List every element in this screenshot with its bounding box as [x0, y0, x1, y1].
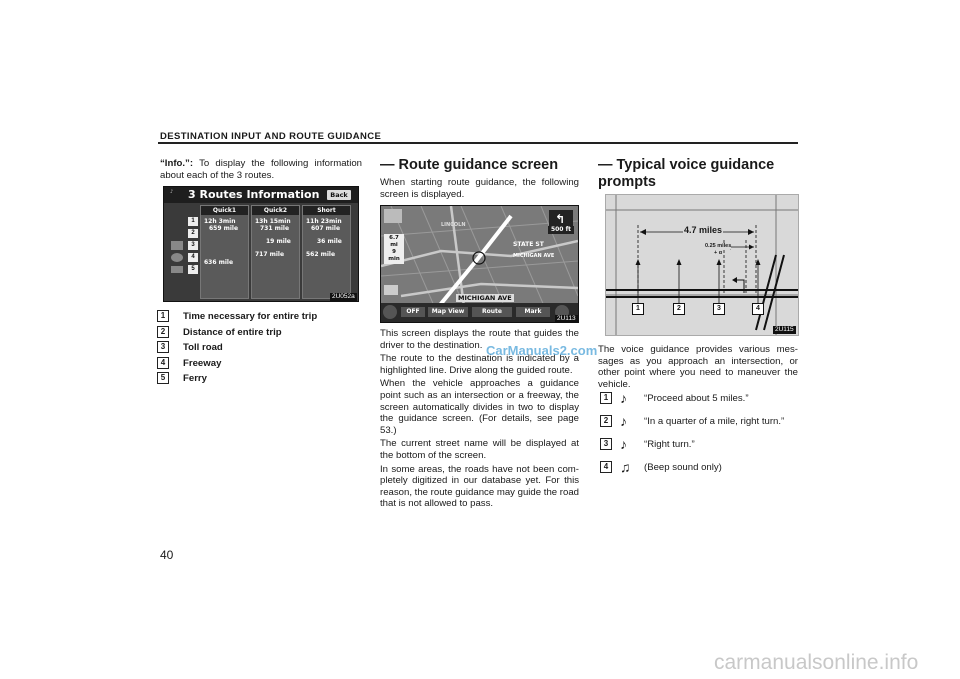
music-note-icon: ♪ — [620, 390, 627, 406]
tab-quick1[interactable]: Quick1 — [201, 206, 248, 215]
legend-text: Ferry — [183, 373, 207, 384]
route-total: 717 mile — [255, 251, 285, 258]
scale-box — [384, 234, 404, 264]
legend-number: 3 — [157, 341, 169, 353]
route-time: 11h 23min — [306, 218, 342, 225]
voice-guidance-heading — [598, 157, 774, 191]
prompt-text: “Right turn.” — [644, 439, 695, 450]
street-label-b: MICHIGAN AVE — [513, 253, 555, 259]
street-label-a: STATE ST — [513, 241, 544, 248]
prompt-number: 1 — [600, 392, 612, 404]
header-rule — [158, 142, 798, 144]
screen-title: 3 Routes Information — [188, 188, 320, 201]
current-street: MICHIGAN AVE — [458, 294, 512, 302]
route-column-quick2[interactable] — [251, 205, 300, 299]
legend-number: 1 — [157, 310, 169, 322]
music-note-icon: ♪ — [620, 413, 627, 429]
route-total: 636 mile — [204, 259, 234, 266]
tab-short[interactable]: Short — [303, 206, 350, 215]
route-guidance-screen — [380, 205, 579, 323]
route-distance: 731 mile — [260, 225, 290, 232]
toll-icon — [171, 241, 183, 250]
route-guidance-intro: When starting route guidance, the following screen is displayed. — [380, 177, 579, 200]
routes-info-screen — [163, 186, 359, 302]
route-total: 562 mile — [306, 251, 336, 258]
alpha-label: + α — [714, 250, 723, 256]
music-icon: ♪ — [170, 189, 174, 195]
ferry-icon — [171, 266, 183, 273]
legend-text: Distance of entire trip — [183, 326, 282, 338]
distance-to-turn: 500 ft — [548, 226, 574, 234]
side-number: 3 — [188, 241, 198, 250]
info-text: To display the following information about each of the 3 routes. — [160, 158, 362, 181]
figure-code: 2U052a — [332, 293, 355, 300]
route-column-short[interactable] — [302, 205, 351, 299]
paragraph: This screen displays the route that guides the driver to the destination. — [380, 328, 579, 351]
prompt-text: “Proceed about 5 miles.” — [644, 393, 749, 404]
route-distance: 607 mile — [311, 225, 341, 232]
prompt-number: 3 — [600, 438, 612, 450]
paragraph: The current street name will be displayed at the bottom of the screen. — [380, 438, 579, 461]
legend-item — [157, 325, 362, 341]
side-number: 5 — [188, 265, 198, 274]
legend-item — [157, 371, 362, 387]
map-view-button[interactable]: Map View — [428, 307, 468, 317]
double-note-icon: ♫ — [620, 459, 631, 475]
route-column-quick1[interactable] — [200, 205, 249, 299]
map-button-bar — [383, 305, 576, 320]
legend-number: 2 — [157, 326, 169, 338]
mark-button[interactable]: Mark — [516, 307, 550, 317]
point-marker: 4 — [752, 303, 764, 315]
quarter-mile-label: 0.25 miles — [705, 243, 732, 249]
turn-arrow-icon: ↰ — [549, 210, 573, 226]
point-marker: 3 — [713, 303, 725, 315]
side-number: 4 — [188, 253, 198, 262]
legend-item — [157, 340, 362, 356]
paragraph: In some areas, the roads have not been com- pletely digitized in our database yet. For this reason, the route guidance may guide the road that is not allowed to pass. — [380, 463, 579, 510]
side-number: 1 — [188, 217, 198, 226]
route-time: 13h 15min — [255, 218, 291, 225]
heading-line: prompts — [598, 174, 656, 190]
music-note-icon: ♪ — [620, 436, 627, 452]
distance-label: 4.7 miles — [684, 225, 723, 235]
street-label-c: LINCOLN — [441, 222, 466, 228]
voice-prompt — [600, 460, 800, 483]
legend-item — [157, 356, 362, 372]
voice-prompt — [600, 437, 800, 460]
heading-line: — Typical voice guidance — [598, 157, 775, 173]
figure-code: 2U115 — [775, 326, 794, 333]
section-header: DESTINATION INPUT AND ROUTE GUIDANCE — [160, 131, 382, 142]
paragraph: The route to the destination is indicated by a highlighted line. Drive along the guided route. — [380, 353, 579, 376]
voice-guidance-diagram — [605, 194, 799, 336]
legend-text: Time necessary for entire trip — [183, 311, 318, 322]
legend-text: Freeway — [183, 357, 222, 369]
scale-unit: mi — [390, 242, 398, 248]
voice-prompt — [600, 391, 800, 414]
route-time: 12h 3min — [204, 218, 236, 225]
route-guidance-heading: — Route guidance screen — [380, 157, 559, 173]
legend-item — [157, 309, 362, 325]
compass-icon[interactable] — [384, 209, 402, 223]
side-number: 2 — [188, 229, 198, 238]
back-button[interactable]: Back — [327, 190, 351, 200]
zoom-in-icon[interactable] — [383, 305, 397, 319]
page-number: 40 — [160, 548, 174, 562]
home-icon[interactable] — [384, 285, 398, 295]
paragraph: When the vehicle approaches a guidance point such as an intersection or a freeway, the screen automatically divides in two to display the guidance screen. (For details, see page 53.) — [380, 378, 579, 436]
freeway-icon — [171, 253, 183, 262]
scale-top: 6.7 — [389, 235, 399, 241]
figure-code: 2U113 — [557, 315, 576, 322]
route-columns — [200, 205, 351, 297]
voice-guidance-text: The voice guidance provides various mes- sages as you approach an intersection, or other point where you need to maneuver the vehicle. — [598, 344, 798, 390]
point-marker: 1 — [632, 303, 644, 315]
prompt-text: (Beep sound only) — [644, 462, 722, 473]
side-number-strip — [188, 217, 198, 277]
route-button[interactable]: Route — [472, 307, 512, 317]
route-toll: 36 mile — [317, 238, 342, 245]
prompt-number: 2 — [600, 415, 612, 427]
tab-quick2[interactable]: Quick2 — [252, 206, 299, 215]
watermark-middle: CarManuals2.com — [486, 343, 598, 358]
voice-prompt — [600, 414, 800, 437]
info-intro — [160, 158, 362, 181]
legend-number: 5 — [157, 372, 169, 384]
info-label: “Info.”: — [160, 158, 194, 169]
scale-bottom: 9 — [392, 249, 396, 255]
legend-number: 4 — [157, 357, 169, 369]
legend-text: Toll road — [183, 342, 223, 353]
point-marker: 2 — [673, 303, 685, 315]
scale-bottom-unit: min — [388, 256, 400, 262]
prompt-text: “In a quarter of a mile, right turn.” — [644, 416, 785, 427]
prompt-number: 4 — [600, 461, 612, 473]
voice-off-button[interactable]: OFF — [401, 307, 425, 317]
route-distance: 659 mile — [209, 225, 239, 232]
route-toll: 19 mile — [266, 238, 291, 245]
footer-watermark: carmanualsonline.info — [714, 651, 919, 674]
legend-list — [157, 309, 362, 387]
voice-prompt-list — [600, 391, 800, 483]
